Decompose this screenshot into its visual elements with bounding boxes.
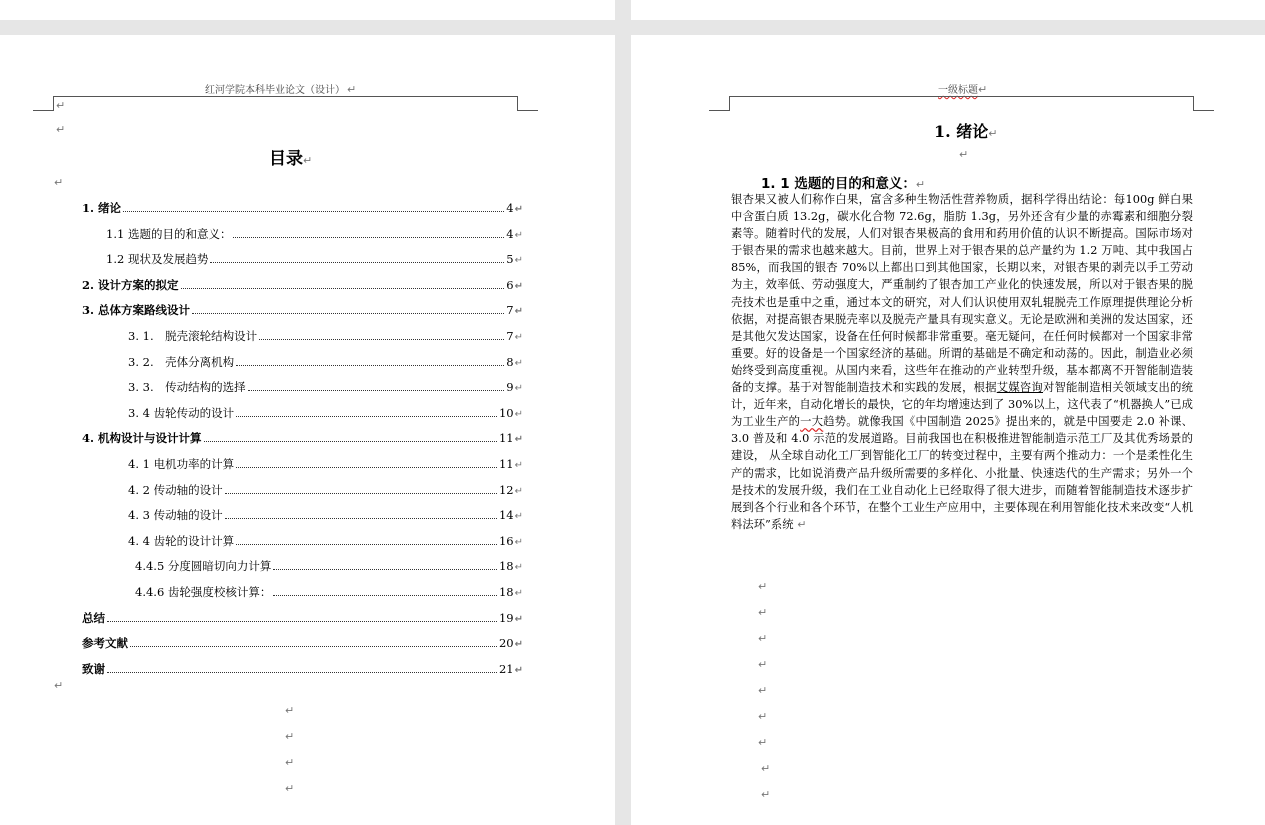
toc-entry-label: 4. 2 传动轴的设计 bbox=[128, 482, 223, 497]
paragraph-mark: ↵ bbox=[514, 332, 523, 343]
toc-entry-label: 3. 4 齿轮传动的设计 bbox=[128, 405, 235, 420]
toc-entry-page: 4 bbox=[506, 201, 514, 215]
header-corner-left bbox=[729, 96, 730, 110]
right-page[interactable] bbox=[631, 35, 1265, 825]
toc-entry-label: 4. 1 电机功率的计算 bbox=[128, 457, 235, 471]
toc-leader-dots bbox=[236, 365, 504, 366]
section-title: 1. 1 选题的目的和意义：↵ bbox=[761, 176, 926, 192]
paragraph-mark: ↵ bbox=[514, 536, 523, 548]
link-text: 艾媒咨询 bbox=[996, 381, 1043, 395]
paragraph-mark: ↵ bbox=[285, 756, 295, 769]
margin-mark-left bbox=[709, 110, 730, 111]
chapter-title: 1. 绪论↵ bbox=[934, 122, 998, 141]
toc-entry[interactable] bbox=[128, 533, 523, 548]
toc-entry-page: 18 bbox=[498, 585, 514, 599]
paragraph-mark: ↵ bbox=[514, 280, 523, 292]
margin-mark-right bbox=[517, 110, 538, 111]
toc-leader-dots bbox=[192, 313, 504, 314]
paragraph-mark: ↵ bbox=[285, 730, 295, 743]
toc-entry-page: 16 bbox=[498, 533, 514, 548]
toc-entry-page: 9 bbox=[506, 380, 514, 395]
toc-leader-dots bbox=[107, 672, 497, 673]
toc-entry[interactable] bbox=[82, 302, 523, 317]
toc-entry-label: 1.2 现状及发展趋势 bbox=[106, 252, 209, 267]
paragraph-mark: ↵ bbox=[54, 176, 64, 189]
toc-entry-page: 4 bbox=[506, 226, 514, 241]
paragraph-mark: ↵ bbox=[514, 434, 523, 446]
header-corner-right bbox=[1193, 96, 1194, 110]
paragraph-mark: ↵ bbox=[758, 606, 768, 619]
header-corner-right bbox=[517, 96, 518, 110]
toc-entry[interactable] bbox=[106, 226, 523, 241]
toc-entry-label: 4.4.6 齿轮强度校核计算： bbox=[135, 585, 272, 599]
toc-leader-dots bbox=[259, 339, 504, 340]
toc-entry-page: 8 bbox=[506, 354, 514, 369]
paragraph-mark: ↵ bbox=[514, 460, 523, 471]
toc-entry-page: 20 bbox=[498, 636, 514, 651]
toc-entry-page: 5 bbox=[506, 252, 514, 267]
paragraph-mark: ↵ bbox=[758, 658, 768, 671]
margin-mark-left bbox=[33, 110, 54, 111]
toc-entry-page: 11 bbox=[498, 457, 514, 471]
toc-leader-dots bbox=[236, 544, 497, 545]
paragraph-mark: ↵ bbox=[514, 255, 523, 267]
margin-mark-right bbox=[1193, 110, 1214, 111]
toc-entry-label: 3. 2. 壳体分离机构 bbox=[128, 354, 235, 369]
body-paragraph: 银杏果又被人们称作白果，富含多种生物活性营养物质，据科学得出结论：每100g 鲜白果中含蛋白质 13.2g，碳水化合物 72.6g，脂肪 1.3g，另外还含有少量的赤霉素和细胞分裂素等。随着时代的发展，人们对银杏果极高的食用和药用价值的认识不断提高。国际市场对于银杏果的需求也越来越大。目前，世界上对于银杏果的总产量约为 1.2 万吨、其中我国占 85%，而我国的银杏 70%以上都出口到其他国家，长期以来，对银杏果的剥壳以手工劳动为主，效率低、劳动强度大，严重制约了银杏加工产业化的快速发展，所以对于银杏果的脱壳技术也是重中之重，通过本文的研究，对人们认识使用双轧辊脱壳工作原理提供理论分析依据，对提高银杏果脱壳率以及脱壳产量具有现实意义。无论是欧洲和美洲的发达国家，还是其他欠发达国家，设备在任何时候都非常重要。毫无疑问，在任何时候都对一个国家非常重要。好的设备是一个国家经济的基础。所谓的基础是不确定和动荡的。因此，制造业必须始终受到高度重视。从国内来看，这些年在推动的产业转型升级，基本都离不开智能制造装备的支撑。基于对智能制造技术和实践的发展，根据艾媒咨询对智能制造相关领域支出的统计，近年来，自动化增长的最快，它的年均增速达到了 30%以上，这代表了“机器换人”已成为工业生产的一大趋势。就像我国《中国制造 2025》提出来的，就是中国要走 2.0 补课、3.0 普及和 4.0 示范的发展道路。目前我国也在积极推进智能制造示范工厂及其优秀场景的建设， 从全球自动化工厂到智能化工厂的转变过程中，主要有两个推动力：一个是柔性化生产的需求，比如说消费产品升级所需要的多样化、小批量、快速迭代的生产需求；另外一个是技术的发展升级，我们在工业自动化上已经取得了很大进步，而随着智能制造技术逐步扩展到各个行业和各个环节，在整个工业生产应用中，主要体现在利用智能化技术来改变“人机料法环”系统 ↵ bbox=[731, 193, 1194, 531]
toc-entry-page: 14 bbox=[498, 508, 514, 523]
page-header: 一级标题↵ bbox=[938, 83, 988, 96]
paragraph-mark: ↵ bbox=[54, 679, 64, 692]
toc-entry[interactable] bbox=[82, 200, 523, 215]
toc-entry[interactable] bbox=[128, 379, 523, 394]
paragraph-mark: ↵ bbox=[285, 782, 295, 795]
paragraph-mark: ↵ bbox=[56, 123, 66, 136]
paragraph-mark: ↵ bbox=[758, 684, 768, 697]
toc-entry[interactable] bbox=[82, 635, 523, 650]
toc-leader-dots bbox=[210, 262, 504, 263]
toc-entry-page: 10 bbox=[498, 405, 514, 420]
toc-leader-dots bbox=[233, 237, 504, 238]
toc-entry-page: 19 bbox=[498, 610, 514, 625]
toc-entry-label: 2. 设计方案的拟定 bbox=[82, 277, 179, 292]
toc-entry-page: 11 bbox=[498, 431, 514, 446]
paragraph-mark: ↵ bbox=[514, 562, 523, 574]
paragraph-mark: ↵ bbox=[514, 408, 523, 420]
toc-entry-label: 3. 总体方案路线设计 bbox=[82, 303, 191, 318]
spellcheck-text: 一大 bbox=[800, 415, 824, 429]
toc-leader-dots bbox=[273, 595, 497, 596]
toc-entry[interactable] bbox=[128, 328, 523, 343]
toc-leader-dots bbox=[123, 211, 504, 212]
toc-entry-page: 18 bbox=[498, 559, 514, 574]
toc-entry[interactable] bbox=[128, 354, 523, 369]
paragraph-mark: ↵ bbox=[514, 383, 523, 395]
toc-entry-label: 3. 3. 传动结构的选择 bbox=[128, 380, 246, 395]
toc-entry[interactable] bbox=[128, 456, 523, 471]
paragraph-mark: ↵ bbox=[761, 788, 771, 801]
toc-entry[interactable] bbox=[82, 661, 523, 676]
paragraph-mark: ↵ bbox=[514, 639, 523, 651]
left-page[interactable] bbox=[0, 35, 615, 825]
toc-entry-label: 4. 4 齿轮的设计计算 bbox=[128, 533, 235, 548]
toc-entry[interactable] bbox=[135, 584, 523, 599]
toc-entry-label: 参考文献 bbox=[82, 636, 128, 651]
toc-entry-page: 21 bbox=[498, 661, 514, 676]
toc-entry-label: 1.1 选题的目的和意义： bbox=[106, 226, 232, 241]
toc-entry[interactable] bbox=[106, 251, 523, 266]
toc-entry-label: 4. 机构设计与设计计算 bbox=[82, 431, 202, 446]
toc-entry[interactable] bbox=[82, 610, 523, 625]
toc-entry-label: 4.4.5 分度圆暗切向力计算 bbox=[135, 559, 272, 574]
paragraph-mark: ↵ bbox=[285, 704, 295, 717]
toc-leader-dots bbox=[107, 621, 497, 622]
paragraph-mark: ↵ bbox=[514, 613, 523, 625]
toc-entry-page: 12 bbox=[498, 482, 514, 497]
toc-leader-dots bbox=[204, 441, 497, 442]
toc-entry[interactable] bbox=[128, 482, 523, 497]
toc-entry[interactable] bbox=[135, 558, 523, 573]
toc-entry-page: 7 bbox=[506, 329, 514, 343]
paragraph-mark: ↵ bbox=[514, 511, 523, 523]
paragraph-mark: ↵ bbox=[514, 664, 523, 676]
header-rule bbox=[729, 96, 1194, 97]
paragraph-mark: ↵ bbox=[758, 632, 768, 645]
paragraph-mark: ↵ bbox=[514, 357, 523, 369]
page-header: 红河学院本科毕业论文（设计） ↵ bbox=[205, 83, 357, 96]
toc-leader-dots bbox=[225, 493, 497, 494]
paragraph-mark: ↵ bbox=[514, 204, 523, 215]
toc-leader-dots bbox=[248, 390, 505, 391]
paragraph-mark: ↵ bbox=[514, 306, 523, 318]
toc-entry[interactable] bbox=[82, 277, 523, 292]
toc-leader-dots bbox=[225, 518, 497, 519]
toc-entry-label: 3. 1. 脱壳滚轮结构设计 bbox=[128, 329, 258, 343]
paragraph-mark: ↵ bbox=[761, 762, 771, 775]
paragraph-mark: ↵ bbox=[514, 485, 523, 497]
paragraph-mark: ↵ bbox=[514, 588, 523, 599]
paragraph-mark: ↵ bbox=[959, 148, 969, 161]
toc-entry-label: 总结 bbox=[82, 610, 105, 625]
toc-leader-dots bbox=[273, 569, 497, 570]
toc-entry-label: 1. 绪论 bbox=[82, 201, 122, 215]
toc-leader-dots bbox=[236, 467, 497, 468]
paragraph-mark: ↵ bbox=[758, 580, 768, 593]
paragraph-mark: ↵ bbox=[758, 736, 768, 749]
paragraph-mark: ↵ bbox=[56, 99, 66, 112]
toc-title: 目录↵ bbox=[269, 149, 313, 169]
toc-leader-dots bbox=[236, 416, 497, 417]
paragraph-mark: ↵ bbox=[758, 710, 768, 723]
toc-entry[interactable] bbox=[128, 405, 523, 420]
previous-page-bottom-left bbox=[0, 0, 615, 20]
toc-entry-label: 致谢 bbox=[82, 661, 105, 676]
toc-leader-dots bbox=[130, 646, 497, 647]
previous-page-bottom-right bbox=[631, 0, 1265, 20]
header-corner-left bbox=[53, 96, 54, 110]
toc-entry-page: 7 bbox=[506, 303, 514, 318]
toc-entry-label: 4. 3 传动轴的设计 bbox=[128, 508, 223, 523]
toc-entry[interactable] bbox=[128, 507, 523, 522]
toc-entry[interactable] bbox=[82, 430, 523, 445]
toc-leader-dots bbox=[181, 288, 505, 289]
toc-entry-page: 6 bbox=[506, 277, 514, 292]
paragraph-mark: ↵ bbox=[514, 229, 523, 241]
header-rule bbox=[53, 96, 518, 97]
